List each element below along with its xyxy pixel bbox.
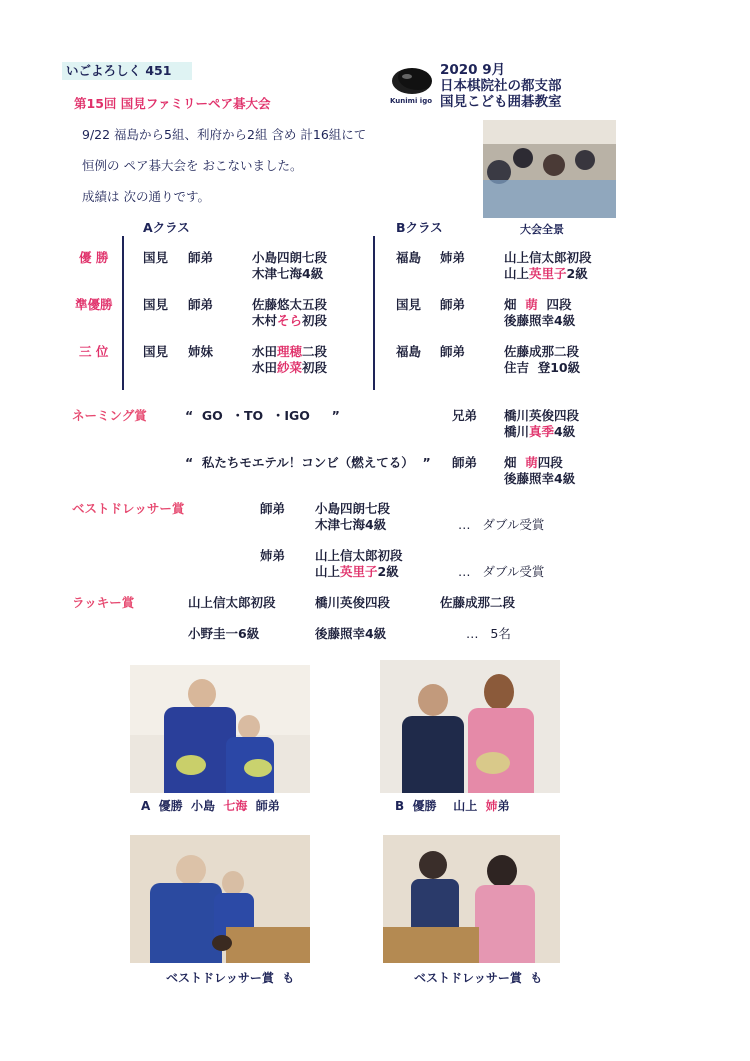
- dresser-1-player2: 木津七海4級: [315, 517, 387, 532]
- logo-caption: Kunimi igo: [390, 97, 433, 105]
- b1-player1: 山上信太郎初段: [504, 250, 592, 265]
- photo-b-winners: [380, 660, 560, 793]
- lucky-count-note: … 5名: [466, 626, 511, 641]
- photo-c-best-dresser: [130, 835, 310, 963]
- a3-pair: 姉妹: [188, 344, 214, 359]
- dresser-1-player1: 小島四朗七段: [315, 501, 391, 516]
- event-line-2: 恒例の ペア碁大会を おこないました。: [82, 158, 303, 173]
- naming-2-player1: 畑 萌四段: [504, 455, 563, 470]
- b1-pair: 姉弟: [440, 250, 466, 265]
- a1-player2: 木津七海4級: [252, 266, 324, 281]
- dresser-2-note: … ダブル受賞: [458, 564, 545, 579]
- a1-area: 国見: [143, 250, 169, 265]
- dresser-1-note: … ダブル受賞: [458, 517, 545, 532]
- photo-c-caption: ベストドレッサー賞 も: [166, 971, 295, 985]
- a2-area: 国見: [143, 297, 169, 312]
- b2-pair: 師弟: [440, 297, 466, 312]
- naming-1-pair: 兄弟: [452, 408, 478, 423]
- b3-pair: 師弟: [440, 344, 466, 359]
- lucky-winner: 佐藤成那二段: [440, 595, 516, 610]
- a3-area: 国見: [143, 344, 169, 359]
- rank-label-2: 準優勝: [75, 297, 113, 312]
- lucky-winner: 小野圭一6級: [188, 626, 260, 641]
- photo-a-winners: [130, 665, 310, 793]
- a2-player1: 佐藤悠太五段: [252, 297, 328, 312]
- b3-player1: 佐藤成那二段: [504, 344, 580, 359]
- naming-2-name: “ 私たちモエテル！コンビ（燃えてる） ”: [185, 455, 431, 470]
- b2-area: 国見: [396, 297, 422, 312]
- b3-player2: 住吉 登10級: [504, 360, 581, 375]
- overview-photo-caption: 大会全景: [520, 223, 564, 236]
- event-line-3: 成績は 次の通りです。: [82, 189, 210, 204]
- a2-pair: 師弟: [188, 297, 214, 312]
- a1-pair: 師弟: [188, 250, 214, 265]
- org-name: 日本棋院社の都支部: [440, 78, 562, 94]
- divider-b: [373, 236, 375, 390]
- dresser-2-pair: 姉弟: [260, 548, 286, 563]
- naming-2-pair: 師弟: [452, 455, 478, 470]
- naming-award-title: ネーミング賞: [72, 408, 147, 423]
- photo-d-caption: ベストドレッサー賞 も: [414, 971, 543, 985]
- event-title: 第15回 国見ファミリーペア碁大会: [74, 96, 271, 111]
- event-line-1: 9/22 福島から5組、利府から2組 含め 計16組にて: [82, 127, 367, 142]
- naming-1-player2: 橋川真季4級: [504, 424, 576, 439]
- b1-area: 福島: [396, 250, 422, 265]
- b2-player2: 後藤照幸4級: [504, 313, 576, 328]
- dresser-1-pair: 師弟: [260, 501, 286, 516]
- dresser-2-player2: 山上英里子2級: [315, 564, 399, 579]
- a3-player1: 水田理穂二段: [252, 344, 328, 359]
- photo-b-caption: B 優勝 山上 姉弟: [395, 799, 510, 813]
- class-b-heading: Bクラス: [396, 220, 443, 235]
- a1-player1: 小島四朗七段: [252, 250, 328, 265]
- a2-player2: 木村そら初段: [252, 313, 328, 328]
- naming-1-name: “ GO ・TO ・IGO ”: [185, 408, 340, 423]
- lucky-winner: 後藤照幸4級: [315, 626, 387, 641]
- best-dresser-title: ベストドレッサー賞: [72, 501, 185, 516]
- b1-player2: 山上英里子2級: [504, 266, 588, 281]
- rank-label-3: 三 位: [79, 344, 109, 359]
- photo-d-best-dresser: [383, 835, 560, 963]
- b2-player1: 畑 萌 四段: [504, 297, 572, 312]
- lucky-winner: 山上信太郎初段: [188, 595, 276, 610]
- issue-date: 2020 9月: [440, 62, 506, 78]
- newsletter-badge: いごよろしく 451: [62, 62, 192, 80]
- event-overview-photo: [483, 120, 616, 218]
- rank-label-1: 優 勝: [79, 250, 109, 265]
- divider-a: [122, 236, 124, 390]
- lucky-award-title: ラッキー賞: [72, 595, 135, 610]
- go-stone-logo-icon: [392, 68, 432, 94]
- a3-player2: 水田紗菜初段: [252, 360, 328, 375]
- class-a-heading: Aクラス: [143, 220, 190, 235]
- dresser-2-player1: 山上信太郎初段: [315, 548, 403, 563]
- lucky-winner: 橋川英俊四段: [315, 595, 391, 610]
- photo-a-caption: A 優勝 小島 七海 師弟: [141, 799, 280, 813]
- naming-1-player1: 橋川英俊四段: [504, 408, 580, 423]
- naming-2-player2: 後藤照幸4級: [504, 471, 576, 486]
- b3-area: 福島: [396, 344, 422, 359]
- school-name: 国見こども囲碁教室: [440, 94, 562, 110]
